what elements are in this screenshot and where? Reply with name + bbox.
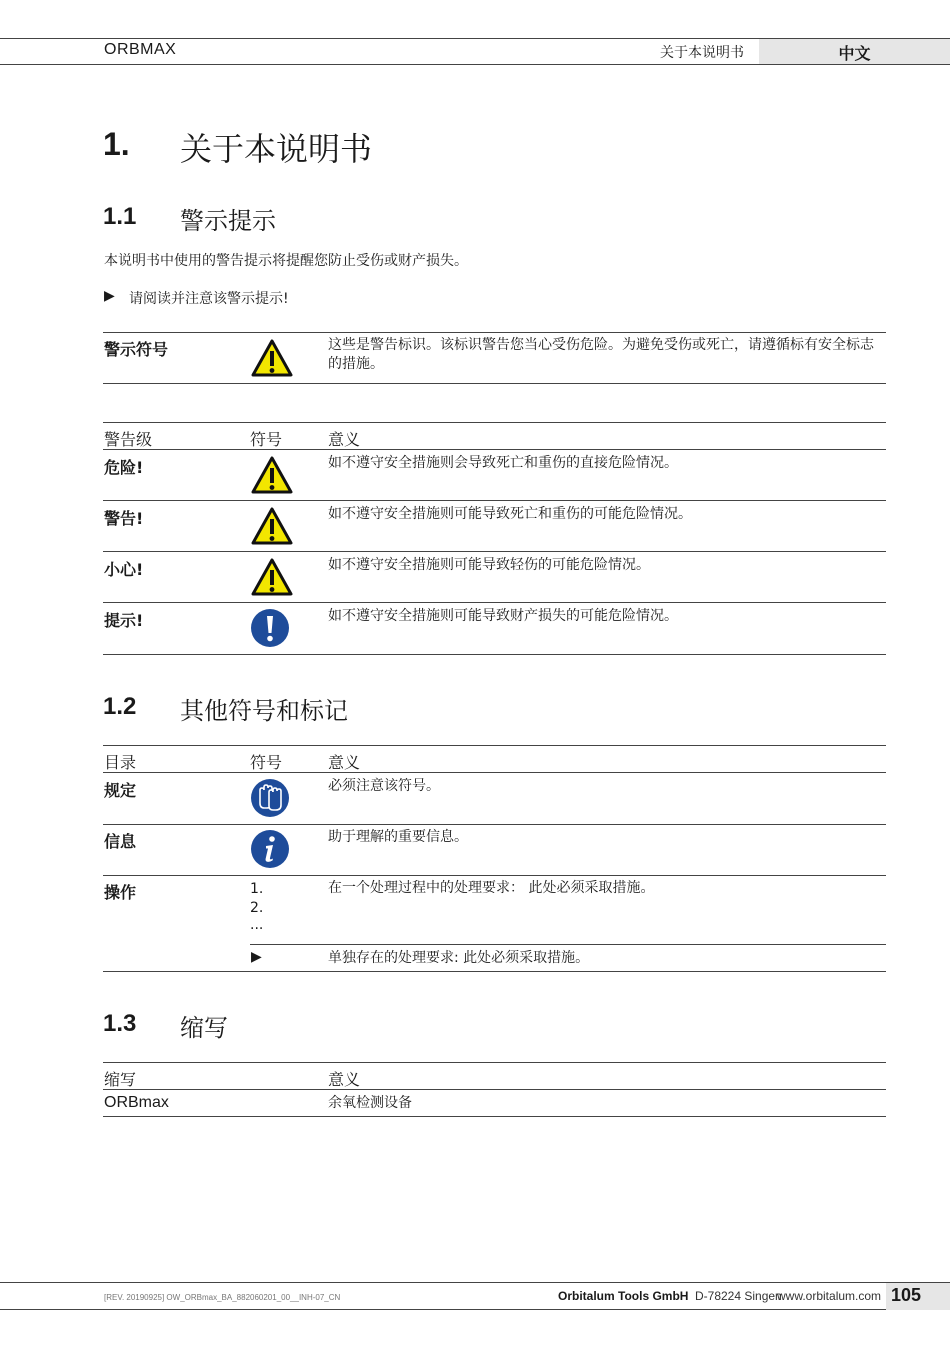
table-row-meaning: 助于理解的重要信息。 bbox=[328, 829, 468, 845]
footer-top-rule bbox=[0, 1282, 950, 1283]
section-1-3-number: 1.3 bbox=[103, 1010, 137, 1037]
header-section-title: 关于本说明书 bbox=[660, 45, 744, 61]
table-row-label: 操作 bbox=[104, 883, 137, 902]
table-header-level: 警告级 bbox=[104, 430, 153, 449]
section-1-2-title: 其他符号和标记 bbox=[180, 697, 348, 725]
table-row-label: 信息 bbox=[104, 832, 137, 851]
abbreviation-meaning: 余氧检测设备 bbox=[328, 1095, 412, 1111]
header-bottom-rule bbox=[0, 64, 950, 65]
section-1-1-intro: 本说明书中使用的警告提示将提醒您防止受伤或财产损失。 bbox=[104, 253, 468, 269]
rule bbox=[103, 654, 886, 655]
rule bbox=[103, 1062, 886, 1063]
table-row-meaning: 如不遵守安全措施则可能导致轻伤的可能危险情况。 bbox=[328, 557, 650, 573]
rule bbox=[103, 551, 886, 552]
rule bbox=[103, 332, 886, 333]
table-row-level: 提示! bbox=[104, 611, 144, 630]
table-header-symbol: 符号 bbox=[250, 753, 283, 772]
step-ellipsis: ... bbox=[250, 917, 264, 933]
warning-symbol-meaning: 这些是警告标识。该标识警告您当心受伤危险。为避免受伤或死亡，请遵循标有安全标志的措施。 bbox=[328, 337, 874, 372]
footer-company: Orbitalum Tools GmbH bbox=[558, 1289, 689, 1303]
warning-triangle-icon bbox=[250, 455, 294, 499]
table-header-meaning: 意义 bbox=[328, 753, 361, 772]
table-row-meaning: 如不遵守安全措施则会导致死亡和重伤的直接危险情况。 bbox=[328, 455, 678, 471]
table-row-meaning: 在一个处理过程中的处理要求： 此处必须采取措施。 bbox=[328, 880, 655, 896]
section-1-1-number: 1.1 bbox=[103, 203, 137, 230]
table-row-meaning: 如不遵守安全措施则可能导致死亡和重伤的可能危险情况。 bbox=[328, 506, 692, 522]
warning-triangle-icon bbox=[250, 506, 294, 550]
notice-exclamation-icon bbox=[250, 608, 290, 652]
table-row-level: 警告! bbox=[104, 509, 144, 528]
action-arrow-icon: ▶ bbox=[251, 949, 262, 965]
rule bbox=[103, 1116, 886, 1117]
gloves-mandatory-icon bbox=[250, 778, 290, 822]
section-1-3-title: 缩写 bbox=[180, 1014, 228, 1042]
table-row-level: 小心! bbox=[104, 560, 144, 579]
rule bbox=[103, 422, 886, 423]
section-1-1-instruction: 请阅读并注意该警示提示! bbox=[129, 291, 289, 307]
footer-address: D-78224 Singen bbox=[695, 1289, 782, 1303]
chapter-title: 关于本说明书 bbox=[180, 130, 373, 168]
page-number: 105 bbox=[890, 1285, 922, 1305]
rule bbox=[103, 1089, 886, 1090]
rule bbox=[250, 944, 886, 945]
info-icon bbox=[250, 829, 290, 873]
table-row-level: 危险! bbox=[104, 458, 144, 477]
section-1-2-number: 1.2 bbox=[103, 693, 137, 720]
action-arrow-icon: ▶ bbox=[104, 288, 115, 304]
rule bbox=[103, 745, 886, 746]
single-action-meaning: 单独存在的处理要求: 此处必须采取措施。 bbox=[328, 950, 590, 966]
header-brand: ORBMAX bbox=[104, 41, 177, 58]
rule bbox=[103, 875, 886, 876]
chapter-number: 1. bbox=[103, 126, 130, 162]
table-header-symbol: 符号 bbox=[250, 430, 283, 449]
rule bbox=[103, 971, 886, 972]
step-number: 1. bbox=[250, 881, 264, 897]
rule bbox=[103, 449, 886, 450]
table-header-meaning: 意义 bbox=[328, 1070, 361, 1089]
table-header-meaning: 意义 bbox=[328, 430, 361, 449]
step-number: 2. bbox=[250, 900, 264, 916]
header-language: 中文 bbox=[838, 44, 871, 63]
warning-triangle-icon bbox=[250, 557, 294, 601]
table-row-meaning: 如不遵守安全措施则可能导致财产损失的可能危险情况。 bbox=[328, 608, 678, 624]
table-row-label: 规定 bbox=[104, 781, 137, 800]
footer-revision: [REV. 20190925] OW_ORBmax_BA_882060201_00__INH-07_CN bbox=[104, 1293, 341, 1302]
table-header-category: 目录 bbox=[104, 753, 137, 772]
warning-triangle-icon bbox=[250, 338, 294, 382]
footer-website: www.orbitalum.com bbox=[777, 1289, 882, 1303]
abbreviation-cell: ORBmax bbox=[104, 1094, 169, 1111]
rule bbox=[103, 824, 886, 825]
rule bbox=[103, 383, 886, 384]
rule bbox=[103, 500, 886, 501]
rule bbox=[103, 772, 886, 773]
section-1-1-title: 警示提示 bbox=[180, 207, 276, 235]
footer-bottom-rule bbox=[0, 1309, 950, 1310]
rule bbox=[103, 602, 886, 603]
warning-symbol-label: 警示符号 bbox=[104, 340, 169, 359]
table-header-abbreviation: 缩写 bbox=[104, 1070, 137, 1089]
table-row-meaning: 必须注意该符号。 bbox=[328, 778, 440, 794]
